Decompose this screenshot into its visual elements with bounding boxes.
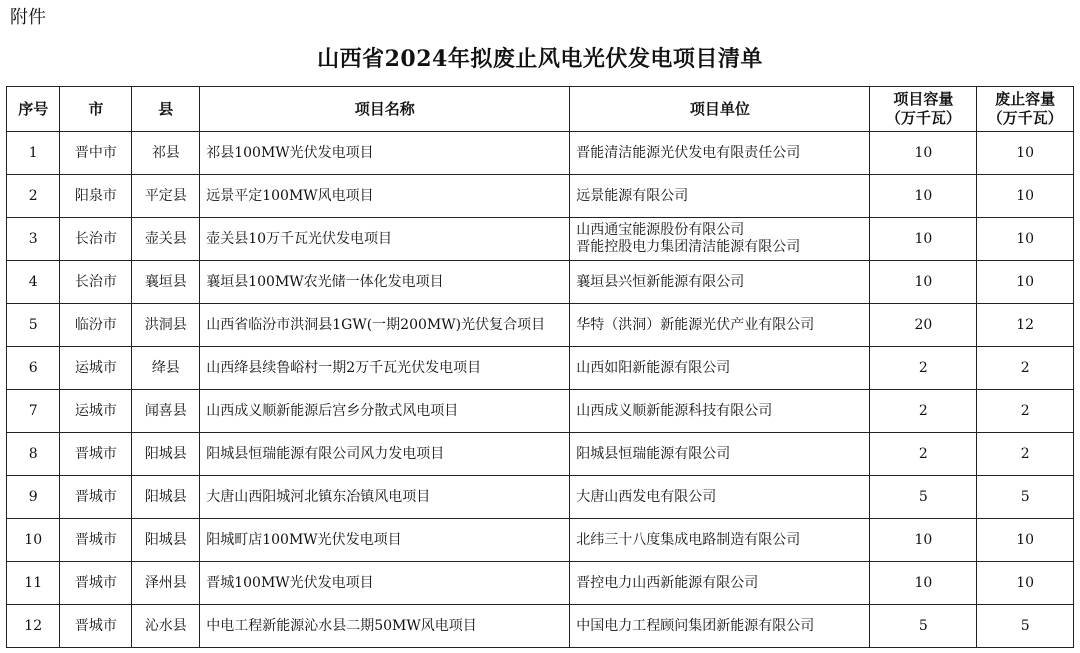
cell-project-name: 大唐山西阳城河北镇东冶镇风电项目 — [200, 476, 570, 519]
cell-city: 运城市 — [60, 390, 132, 433]
cell-city: 运城市 — [60, 347, 132, 390]
table-row — [7, 132, 1074, 175]
cell-abolished-capacity: 10 — [977, 519, 1074, 562]
cell-project-unit — [570, 261, 870, 304]
cell-capacity: 5 — [870, 605, 977, 648]
cell-capacity: 2 — [870, 390, 977, 433]
cell-abolished-capacity: 10 — [977, 261, 1074, 304]
cell-no: 4 — [7, 261, 60, 304]
unit-name: 山西如阳新能源有限公司 — [576, 359, 731, 376]
cell-project-name: 祁县100MW光伏发电项目 — [200, 132, 570, 175]
cell-capacity: 10 — [870, 132, 977, 175]
header-city: 市 — [60, 87, 132, 132]
cell-capacity: 2 — [870, 433, 977, 476]
cell-county: 洪洞县 — [132, 304, 200, 347]
cell-city: 晋城市 — [60, 562, 132, 605]
unit-name: 中国电力工程顾问集团新能源有限公司 — [576, 617, 815, 634]
header-capacity-unit: （万千瓦） — [885, 109, 961, 127]
cell-project-unit — [570, 519, 870, 562]
attachment-label: 附件 — [10, 7, 46, 28]
cell-capacity: 2 — [870, 347, 977, 390]
cell-city: 晋城市 — [60, 519, 132, 562]
cell-capacity: 10 — [870, 519, 977, 562]
cell-capacity: 10 — [870, 175, 977, 218]
cell-project-name: 山西绛县续鲁峪村一期2万千瓦光伏发电项目 — [200, 347, 570, 390]
cell-project-unit — [570, 433, 870, 476]
cell-abolished-capacity: 5 — [977, 605, 1074, 648]
cell-abolished-capacity: 12 — [977, 304, 1074, 347]
cell-city: 晋城市 — [60, 433, 132, 476]
cell-no: 12 — [7, 605, 60, 648]
cell-city: 晋城市 — [60, 476, 132, 519]
header-abolished-label: 废止容量 — [995, 90, 1056, 108]
cell-capacity: 20 — [870, 304, 977, 347]
cell-county: 阳城县 — [132, 476, 200, 519]
cell-project-name: 山西成义顺新能源后宫乡分散式风电项目 — [200, 390, 570, 433]
cell-abolished-capacity: 10 — [977, 132, 1074, 175]
cell-abolished-capacity: 2 — [977, 433, 1074, 476]
cell-no: 7 — [7, 390, 60, 433]
unit-name: 山西成义顺新能源科技有限公司 — [576, 402, 773, 419]
project-table — [6, 86, 1074, 648]
cell-abolished-capacity: 5 — [977, 476, 1074, 519]
cell-project-name: 远景平定100MW风电项目 — [200, 175, 570, 218]
header-project-unit: 项目单位 — [570, 87, 870, 132]
header-project-name: 项目名称 — [200, 87, 570, 132]
table-row — [7, 562, 1074, 605]
cell-city: 长治市 — [60, 261, 132, 304]
cell-county: 闻喜县 — [132, 390, 200, 433]
cell-county: 沁水县 — [132, 605, 200, 648]
cell-no: 5 — [7, 304, 60, 347]
cell-project-name: 襄垣县100MW农光储一体化发电项目 — [200, 261, 570, 304]
cell-project-unit — [570, 218, 870, 261]
unit-name: 北纬三十八度集成电路制造有限公司 — [576, 531, 801, 548]
cell-city: 长治市 — [60, 218, 132, 261]
cell-capacity: 10 — [870, 261, 977, 304]
header-capacity — [870, 87, 977, 132]
table-row — [7, 347, 1074, 390]
table-row — [7, 433, 1074, 476]
cell-no: 9 — [7, 476, 60, 519]
cell-no: 6 — [7, 347, 60, 390]
cell-city: 晋城市 — [60, 605, 132, 648]
table-row — [7, 476, 1074, 519]
cell-abolished-capacity: 2 — [977, 390, 1074, 433]
cell-county: 壶关县 — [132, 218, 200, 261]
unit-name: 阳城县恒瑞能源有限公司 — [576, 445, 731, 462]
cell-project-unit — [570, 175, 870, 218]
header-capacity-label: 项目容量 — [893, 90, 954, 108]
cell-no: 2 — [7, 175, 60, 218]
cell-county: 襄垣县 — [132, 261, 200, 304]
table-row — [7, 605, 1074, 648]
cell-abolished-capacity: 10 — [977, 175, 1074, 218]
cell-county: 平定县 — [132, 175, 200, 218]
unit-name: 大唐山西发电有限公司 — [576, 488, 717, 505]
table-row — [7, 175, 1074, 218]
table-header-row — [7, 87, 1074, 132]
table-row — [7, 390, 1074, 433]
unit-name: 山西通宝能源股份有限公司 — [576, 222, 745, 238]
cell-no: 3 — [7, 218, 60, 261]
cell-project-name: 中电工程新能源沁水县二期50MW风电项目 — [200, 605, 570, 648]
unit-name: 远景能源有限公司 — [576, 187, 689, 204]
cell-county: 阳城县 — [132, 519, 200, 562]
cell-project-unit — [570, 304, 870, 347]
cell-project-unit — [570, 347, 870, 390]
header-abolished-unit: （万千瓦） — [987, 109, 1063, 127]
cell-capacity: 10 — [870, 218, 977, 261]
cell-county: 绛县 — [132, 347, 200, 390]
cell-city: 阳泉市 — [60, 175, 132, 218]
cell-no: 10 — [7, 519, 60, 562]
header-county: 县 — [132, 87, 200, 132]
unit-name: 晋控电力山西新能源有限公司 — [576, 574, 759, 591]
cell-city: 临汾市 — [60, 304, 132, 347]
cell-project-unit — [570, 562, 870, 605]
cell-no: 11 — [7, 562, 60, 605]
cell-no: 8 — [7, 433, 60, 476]
cell-abolished-capacity: 10 — [977, 562, 1074, 605]
cell-capacity: 5 — [870, 476, 977, 519]
cell-project-unit — [570, 605, 870, 648]
cell-county: 阳城县 — [132, 433, 200, 476]
cell-project-name: 山西省临汾市洪洞县1GW(一期200MW)光伏复合项目 — [200, 304, 570, 347]
cell-project-unit — [570, 390, 870, 433]
cell-project-unit — [570, 476, 870, 519]
cell-project-name: 阳城町店100MW光伏发电项目 — [200, 519, 570, 562]
unit-name: 晋能控股电力集团清洁能源有限公司 — [576, 239, 801, 255]
cell-project-unit — [570, 132, 870, 175]
table-row — [7, 519, 1074, 562]
cell-abolished-capacity: 2 — [977, 347, 1074, 390]
header-abolished-capacity — [977, 87, 1074, 132]
cell-county: 泽州县 — [132, 562, 200, 605]
cell-city: 晋中市 — [60, 132, 132, 175]
document-title: 山西省2024年拟废止风电光伏发电项目清单 — [317, 46, 763, 72]
cell-project-name: 壶关县10万千瓦光伏发电项目 — [200, 218, 570, 261]
unit-name: 晋能清洁能源光伏发电有限责任公司 — [576, 144, 801, 161]
cell-project-name: 晋城100MW光伏发电项目 — [200, 562, 570, 605]
table-row — [7, 218, 1074, 261]
cell-abolished-capacity: 10 — [977, 218, 1074, 261]
header-no: 序号 — [7, 87, 60, 132]
cell-no: 1 — [7, 132, 60, 175]
unit-name: 华特（洪洞）新能源光伏产业有限公司 — [576, 316, 815, 333]
table-row — [7, 261, 1074, 304]
cell-capacity: 10 — [870, 562, 977, 605]
cell-project-name: 阳城县恒瑞能源有限公司风力发电项目 — [200, 433, 570, 476]
table-row — [7, 304, 1074, 347]
cell-county: 祁县 — [132, 132, 200, 175]
unit-name: 襄垣县兴恒新能源有限公司 — [576, 273, 745, 290]
